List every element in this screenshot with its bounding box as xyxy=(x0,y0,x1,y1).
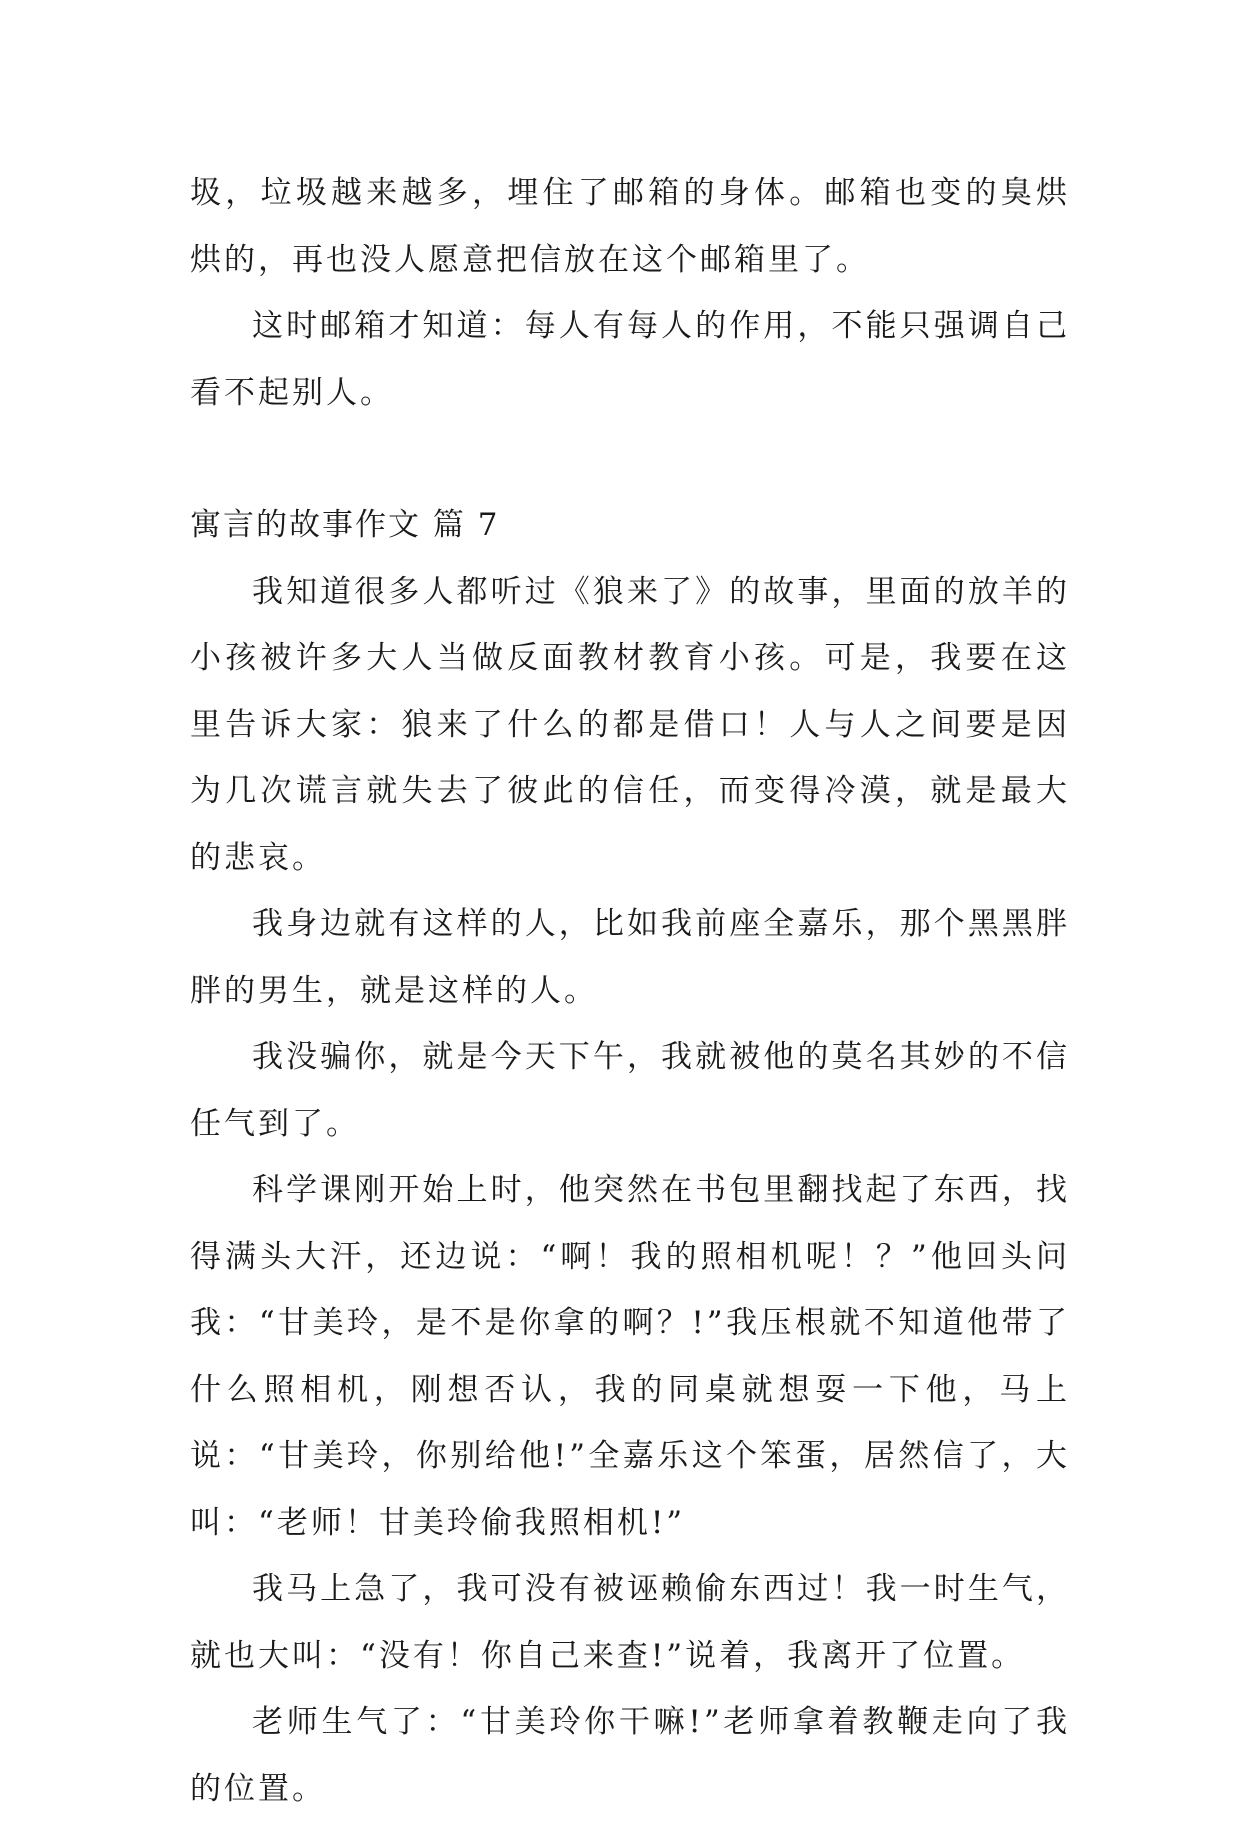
paragraph-afternoon: 我没骗你，就是今天下午，我就被他的莫名其妙的不信任气到了。 xyxy=(190,1039,1070,1142)
section-title: 寓言的故事作文 篇 7 xyxy=(190,507,500,543)
paragraph-mailbox-moral: 这时邮箱才知道：每人有每人的作用，不能只强调自己看不起别人。 xyxy=(190,308,1070,411)
paragraph-classmate: 我身边就有这样的人，比如我前座全嘉乐，那个黑黑胖胖的男生，就是这样的人。 xyxy=(190,906,1070,1009)
paragraph-camera: 科学课刚开始上时，他突然在书包里翻找起了东西，找得满头大汗，还边说：“啊！我的照相机呢！？”他回头问我：“甘美玲，是不是你拿的啊？!”我压根就不知道他带了什么照相机，刚想否认，我的同桌就想耍一下他，马上说：“甘美玲，你别给他!”全嘉乐这个笨蛋，居然信了，大叫：“老师！甘美玲偷我照相机!” xyxy=(190,1172,1070,1541)
paragraph-accused: 我马上急了，我可没有被诬赖偷东西过！我一时生气，就也大叫：“没有！你自己来查!”说着，我离开了位置。 xyxy=(190,1571,1070,1674)
paragraph-continued: 圾，垃圾越来越多，埋住了邮箱的身体。邮箱也变的臭烘烘的，再也没人愿意把信放在这个邮箱里了。 xyxy=(190,175,1070,278)
paragraph-teacher: 老师生气了：“甘美玲你干嘛!”老师拿着教鞭走向了我的位置。 xyxy=(190,1704,1070,1807)
paragraph-wolf-story: 我知道很多人都听过《狼来了》的故事，里面的放羊的小孩被许多大人当做反面教材教育小孩。可是，我要在这里告诉大家：狼来了什么的都是借口！人与人之间要是因为几次谎言就失去了彼此的信任，而变得冷漠，就是最大的悲哀。 xyxy=(190,573,1070,876)
document-body xyxy=(190,160,1070,1822)
